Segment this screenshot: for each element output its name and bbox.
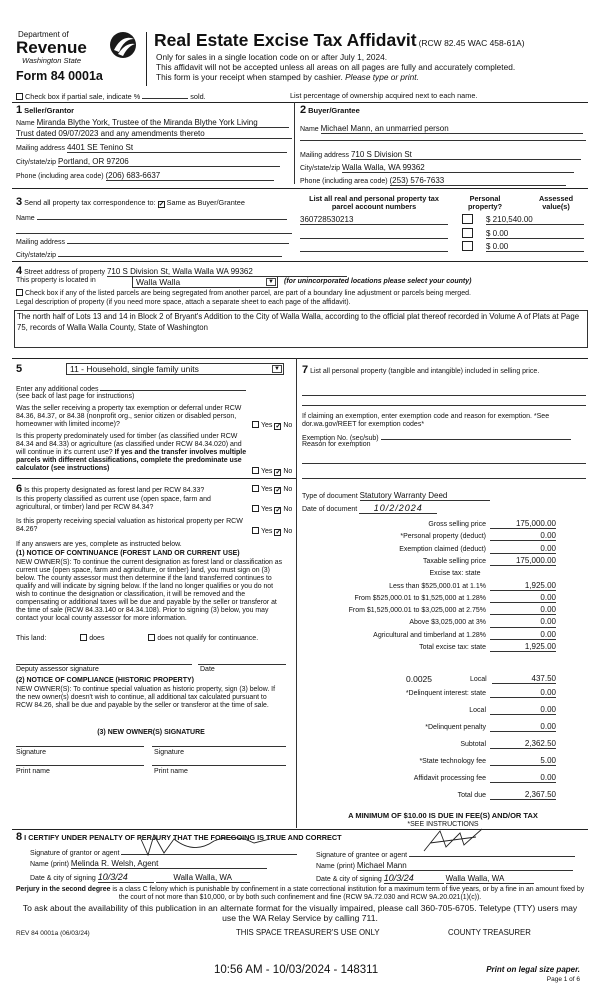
tax-row-value[interactable]: 0.00 [490,722,556,732]
timber-yes-no: Yes ✓ No [252,467,292,476]
assessed-value-field[interactable]: $ 0.00 [486,242,584,252]
tax-row-value[interactable]: 175,000.00 [490,519,556,529]
exemption-reason-label: Reason for exemption [302,441,371,448]
grantee-name-row: Name (print) Michael Mann [316,861,573,871]
perjury-notice: Perjury in the second degree is a class C felony which is punishable by confinement in a state correctional institution for a maximum term of five years, or by a fine in an amount fixed by the court of not more than $10,000, or by both such confinement and fine (RCW 9A.72.030 and RCW 9A.20.021(1)(c)). [15,886,585,901]
grantor-name-row: Name (print) Melinda R. Welsh, Agent [30,859,267,869]
same-as-buyer-checkbox[interactable] [158,201,165,208]
current-use-yes-no: Yes ✓ No [252,505,292,514]
buyer-city-field[interactable]: Walla Walla, WA 99362 [342,163,574,173]
exemption-no-checkbox[interactable] [274,423,281,430]
treasurer-use-label: THIS SPACE TREASURER'S USE ONLY [236,928,380,937]
tax-row-value[interactable]: 1,925.00 [490,581,556,591]
partial-sale-row: Check box if partial sale, indicate % sold. [16,91,206,101]
tax-row-label: From $1,525,000.01 to $3,025,000 at 2.75% [348,607,486,615]
grantor-signature-row: Signature of grantor or agent [30,847,297,858]
new-owner-signature-label: Signature [16,749,46,756]
rule [300,140,586,141]
section5-number: 5 [16,363,23,375]
tax-row-value[interactable]: 0.00 [490,605,556,615]
exemption-yes-checkbox[interactable] [252,421,259,428]
seller-mailing-row: Mailing address 4401 SE Tenino St [16,143,287,153]
tax-row-label: *Delinquent penalty [425,724,486,731]
tax-row-label: *Personal property (deduct) [400,533,486,541]
tax-row-label: Excise tax: state [429,570,481,578]
section3-mailing-field[interactable] [67,236,289,244]
buyer-name-row: Name Michael Mann, an unmarried person [300,124,583,134]
timber-question: Is this property predominately used for timber (as classified under RCW 84.34 and 84.33) or agriculture (as classified under RCW 84.34.020) and will continue in it's current use? If yes and the transfer involves multiple parcels with different classifications, complete the predominate use calculator (see instructions) [16,433,247,473]
tax-row-value[interactable]: 0.00 [490,593,556,603]
rule [16,664,192,665]
grantor-date-field[interactable]: 10/3/24 [98,872,154,883]
chevron-down-icon: ▼ [272,365,282,373]
grantor-name-field[interactable]: Melinda R. Welsh, Agent [71,859,267,869]
buyer-phone-field[interactable]: (253) 576-7633 [390,176,566,186]
tax-row-value[interactable]: 1,925.00 [490,642,556,652]
personal-property-checkbox[interactable] [462,241,473,251]
chevron-down-icon: ▼ [266,278,276,286]
minimum-due-note: A MINIMUM OF $10.00 IS DUE IN FEE(S) AND/OR TAX [348,811,538,820]
buyer-city-row: City/state/zip Walla Walla, WA 99362 [300,163,574,173]
rule [12,261,588,262]
form-title: Real Estate Excise Tax Affidavit (RCW 82.45 WAC 458-61A) [154,30,525,50]
land-does-not-checkbox[interactable] [148,634,155,641]
parcel-number-field[interactable] [300,242,448,252]
tax-row-value[interactable]: 0.00 [490,688,556,698]
see-back-note: (see back of last page for instructions) [16,393,135,400]
section3-city-row: City/state/zip [16,249,282,260]
notice1-text: NEW OWNER(S): To continue the current designation as forest land or classification as current use (open space, farm and agriculture, or timber) land, you must sign on (3) below. The county assessor must then determine if the land transferred continues to qualify and will indicate by signing below. If the land no longer qualifies or you do not wish to continue the designation or classification, it will be removed and the compensating or additional taxes will be due and payable by the seller or transferor at the time of sale (RCW 84.33.140 or 84.34.108). Prior to signing (3) below, you may contact your local county assessor for more information. [16,559,283,622]
assessed-value-field[interactable]: $ 210,540.00 [486,215,584,225]
tax-row-label: From $525,000.01 to $1,525,000 at 1.28% [354,594,486,602]
document-date-row: Date of document 10/2/2024 [302,503,437,514]
rule [12,188,588,189]
new-owner-print-label: Print name [16,768,50,775]
header-line3: This form is your receipt when stamped by cashier. Please type or print. [156,72,419,82]
partial-sale-checkbox[interactable] [16,93,23,100]
new-owner-print2-label: Print name [154,768,188,775]
forest-question: 6 Is this property designated as forest land per RCW 84.33? [16,483,205,495]
cashier-stamp: 10:56 AM - 10/03/2024 - 148311 [214,964,379,976]
tax-row-value[interactable]: 2,362.50 [490,739,556,749]
historic-yes-checkbox[interactable] [252,527,259,534]
forest-yes-no: Yes ✓ No [252,485,292,494]
exemption-claim-text: If claiming an exemption, enter exemption code and reason for exemption. *See dor.wa.gov/REET for exemption codes* [302,413,550,429]
current-use-yes-checkbox[interactable] [252,505,259,512]
historic-question: Is this property receiving special valuation as historical property per RCW 84.26? [16,518,243,534]
section3-name-row: Name [16,212,287,223]
buyer-mailing-row: Mailing address 710 S Division St [300,150,581,160]
street-address-row: 4 Street address of property 710 S Division St, Walla Walla WA 99362 [16,265,347,278]
parcel-number-field[interactable]: 360728530213 [300,215,448,225]
tax-row-value[interactable]: 0.00 [490,544,556,554]
seller-mailing-field[interactable]: 4401 SE Tenino St [67,143,287,153]
section3-mailing-row: Mailing address [16,236,289,247]
rule [302,463,586,464]
tax-row-label: Local [469,707,486,714]
tax-row-value[interactable]: 0.00 [490,705,556,715]
tax-row-value[interactable]: 175,000.00 [490,556,556,566]
seller-section-title: 1 Seller/Grantor [16,104,75,116]
personal-property-label: 7 List all personal property (tangible and intangible) included in selling price. [302,364,540,376]
dept-line1: Department of [18,30,69,39]
col-divider [294,102,295,184]
grantor-city-field[interactable]: Walla Walla, WA [156,873,250,883]
grantee-signature-scribble [420,827,490,855]
tax-row-label: Agricultural and timberland at 1.28% [373,631,486,639]
tax-row-label: *Delinquent interest: state [405,690,486,697]
buyer-mailing-field[interactable]: 710 S Division St [351,150,581,160]
forest-yes-checkbox[interactable] [252,485,259,492]
buyer-phone-row: Phone (including area code) (253) 576-7633 [300,176,566,186]
tax-row-label: Exemption claimed (deduct) [399,545,486,553]
tax-row-label: Taxable selling price [422,557,486,565]
buyer-section-title: 2 Buyer/Grantee [300,104,360,116]
tax-row-value[interactable]: 0.00 [490,617,556,627]
seller-name-row: Name Miranda Blythe York, Trustee of the Miranda Blythe York Living [16,118,292,128]
rule [16,746,144,747]
page-number: Page 1 of 6 [546,976,580,983]
local-rate: 0.0025 [406,674,432,684]
tax-row-value[interactable]: 0.00 [490,773,556,783]
notice2-text: NEW OWNER(S): To continue special valuation as historic property, sign (3) below. If the new owner(s) doesn't wish to continue, all additional tax calculated pursuant to RCW 84.26, shall be due and payable by the seller or transferor at the time of sale. [16,686,276,709]
legal-description-field[interactable]: The north half of Lots 13 and 14 in Block 2 of Bryant's Addition to the City of Walla Walla, according to the official plat thereof recorded in Volume A of Plats at Page 75, records of Walla Walla County, State of Washington [14,310,588,348]
local-tax-value[interactable]: 437.50 [492,674,556,684]
dor-swoosh-icon [108,30,138,60]
certify-statement: 8 I CERTIFY UNDER PENALTY OF PERJURY THAT THE FOREGOING IS TRUE AND CORRECT [16,831,342,843]
header-line2: This affidavit will not be accepted unless all areas on all pages are fully and accurately completed. [156,62,516,72]
exemption-number-row: Exemption No. (sec/sub) [302,432,571,443]
rule [12,358,588,359]
legal-paper-note: Print on legal size paper. [486,965,580,974]
rule [198,664,286,665]
notice1-title: (1) NOTICE OF CONTINUANCE (FOREST LAND OR CURRENT USE) [16,550,240,557]
current-use-question: Is this property classified as current use (open space, farm and agricultural, or timber) land per RCW 84.34? [16,496,211,512]
local-label: Local [470,676,487,683]
grantee-name-field[interactable]: Michael Mann [357,861,573,871]
land-does-checkbox[interactable] [80,634,87,641]
parcel-number-field[interactable] [300,229,448,239]
tax-row-label: Subtotal [460,741,486,748]
personal-property-field [302,395,586,396]
parcel-header: List all real and personal property tax parcel account numbers [309,194,439,212]
rule [16,233,292,234]
grantee-date-field[interactable]: 10/3/24 [384,873,444,884]
notice3-title: (3) NEW OWNER(S) SIGNATURE [97,729,205,736]
tax-row-label: Total excise tax: state [419,644,486,651]
grantor-signature-scribble [134,833,284,857]
rule [302,405,586,406]
assessed-header: Assessed value(s) [538,194,574,212]
land-use-code-select[interactable]: 11 - Household, single family units ▼ [66,363,284,375]
exemption-yes-no: Yes ✓ No [252,421,292,430]
dor-logo [14,30,142,84]
personal-header: Personal property? [467,194,503,212]
grantor-date-row: Date & city of signing 10/3/24 Walla Walla, WA [30,872,250,883]
grantee-date-row: Date & city of signing 10/3/24 Walla Walla, WA [316,873,534,884]
col-divider [296,358,297,828]
this-land-row: This land: does does not qualify for continuance. [16,635,259,642]
section3-name-field[interactable] [37,212,287,220]
tax-row-value[interactable]: 0.00 [490,630,556,640]
forest-no-checkbox[interactable] [274,487,281,494]
document-type-field[interactable]: Statutory Warranty Deed [360,491,490,501]
exemption-number-field[interactable] [381,432,571,440]
timber-no-checkbox[interactable] [274,469,281,476]
rule [302,478,586,479]
rule [12,478,296,479]
county-treasurer-label: COUNTY TREASURER [448,928,531,937]
segregated-row: Check box if any of the listed parcels are being segregated from another parcel, are part of a boundary line adjustment or parcels being merged. [16,289,471,298]
rule [16,765,144,766]
document-date-field[interactable]: 10/2/2024 [359,503,437,514]
tax-row-label: Above $3,025,000 at 3% [409,619,486,627]
historic-yes-no: Yes ✓ No [252,527,292,536]
additional-codes-row: Enter any additional codes [16,383,246,394]
rule [12,102,588,103]
correspondence-row: 3 Send all property tax correspondence to: ✓ Same as Buyer/Grantee [16,196,245,209]
tax-row-value[interactable]: 2,367.50 [490,790,556,800]
form-number: Form 84 0001a [16,69,103,83]
dept-line2: Revenue [16,38,87,57]
see-instructions-note: *SEE INSTRUCTIONS [407,821,479,828]
revision-label: REV 84 0001a (06/03/24) [16,930,90,937]
tax-row-label: Total due [457,792,486,799]
tax-row-label: Gross selling price [428,521,486,528]
seller-city-row: City/state/zip Portland, OR 97206 [16,157,280,167]
notice2-title: (2) NOTICE OF COMPLIANCE (HISTORIC PROPERTY) [16,677,194,684]
list-percentage-note: List percentage of ownership acquired next to each name. [290,91,478,100]
additional-codes-field[interactable] [100,383,246,391]
grantee-city-field[interactable]: Walla Walla, WA [446,874,534,884]
deputy-signature-label: Deputy assessor signature [16,666,99,673]
rule [152,765,286,766]
location-row: This property is located in [16,277,96,284]
assessed-value-field[interactable]: $ 0.00 [486,229,584,239]
header-line1: Only for sales in a single location code on or after July 1, 2024. [156,52,388,62]
tax-row-label: *State technology fee [419,758,486,765]
deputy-date-label: Date [200,666,215,673]
legal-description-label: Legal description of property (if you need more space, attach a separate sheet to each page of the affidavit). [16,299,351,306]
header-divider [146,32,147,86]
if-any-note: If any answers are yes, complete as instructed below. [16,541,182,548]
personal-property-checkbox[interactable] [462,228,473,238]
dept-line3: Washington State [22,56,82,65]
location-select[interactable]: Walla Walla ▼ [132,276,278,288]
document-type-row: Type of document Statutory Warranty Deed [302,491,490,501]
seller-phone-field[interactable]: (206) 683-6637 [106,171,274,181]
section3-city-field[interactable] [58,249,282,257]
personal-property-checkbox[interactable] [462,214,473,224]
seller-phone-row: Phone (including area code) (206) 683-6637 [16,171,274,181]
new-owner-signature2-label: Signature [154,749,184,756]
timber-yes-checkbox[interactable] [252,467,259,474]
tax-row-label: Less than $525,000.01 at 1.1% [389,582,486,590]
street-address-field[interactable]: 710 S Division St, Walla Walla WA 99362 [107,267,347,277]
segregated-checkbox[interactable] [16,289,23,296]
current-use-no-checkbox[interactable] [274,507,281,514]
grantee-signature-row: Signature of grantee or agent [316,849,575,860]
partial-percent-field[interactable] [142,91,188,99]
seller-name-field-line2[interactable]: Trust dated 09/07/2023 and any amendments thereto [16,129,292,139]
tax-row-value[interactable]: 5.00 [490,756,556,766]
rule [12,829,588,830]
exemption-question: Was the seller receiving a property tax exemption or deferral under RCW 84.36, 84.37, or 84.38 (nonprofit org., senior citizen or disabled person, homeowner with limited income)? [16,405,242,429]
seller-name-field[interactable]: Miranda Blythe York, Trustee of the Miranda Blythe York Living [37,118,289,128]
alternate-format-note: To ask about the availability of this publication in an alternate format for the visually impaired, please call 360-705-6705. Teletype (TTY) users may use the WA Relay Service by calling 711. [22,903,578,923]
rule [152,746,286,747]
buyer-name-field[interactable]: Michael Mann, an unmarried person [321,124,583,134]
location-note: (for unincorporated locations please select your county) [284,278,472,285]
historic-no-checkbox[interactable] [274,529,281,536]
tax-row-label: Affidavit processing fee [413,775,486,782]
seller-city-field[interactable]: Portland, OR 97206 [58,157,280,167]
tax-row-value[interactable]: 0.00 [490,531,556,541]
